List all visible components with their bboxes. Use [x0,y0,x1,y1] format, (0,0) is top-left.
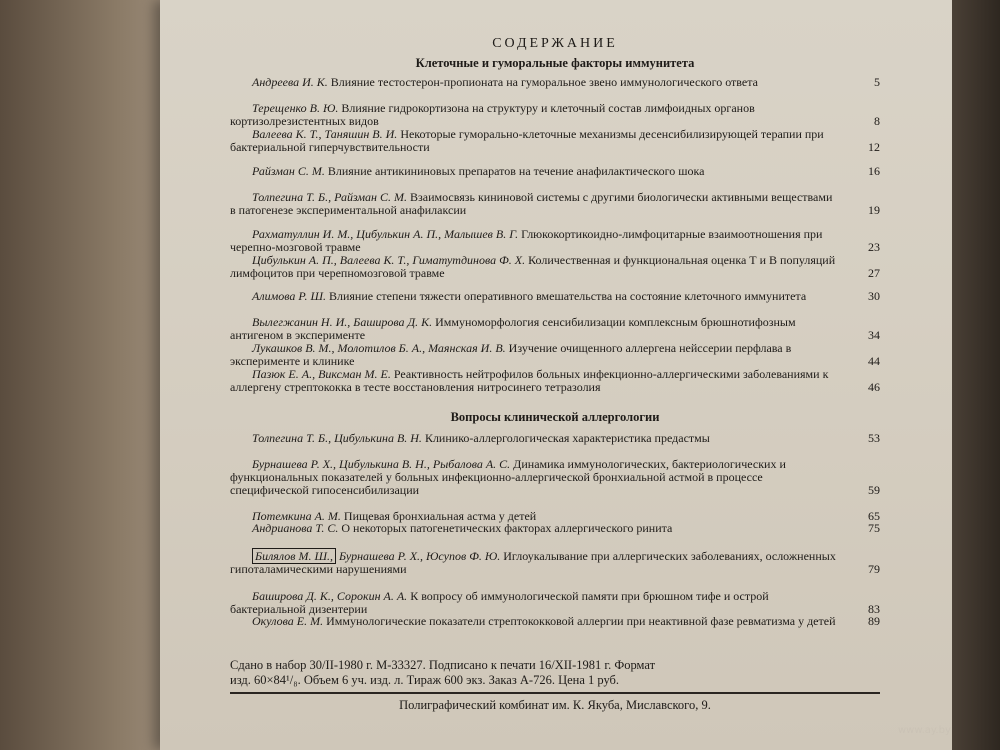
toc-entry: Пазюк Е. А., Виксман М. Е. Реактивность нейтрофилов больных инфекционно-аллергическими заболеваниями к аллергену стрептококка в тесте восстановления нитросинего тетразолия 46 [230,367,880,395]
page-number: 23 [868,240,880,255]
toc-entry: Андреева И. К. Влияние тестостерон-пропионата на гуморальное звено иммунологического ответа 5 [252,75,880,89]
page-number: 75 [868,521,880,535]
toc-entry: Окулова Е. М. Иммунологические показатели стрептококковой аллергии при неактивной фазе ревматизма у детей 89 [252,614,880,628]
toc-entry: Алимова Р. Ш. Влияние степени тяжести оперативного вмешательства на состояние клеточного иммунитета 30 [252,289,880,303]
imprint-line-1: Сдано в набор 30/II-1980 г. М-33327. Подписано к печати 16/XII-1981 г. Формат [230,658,656,672]
toc-entry: Андрианова Т. С. О некоторых патогенетических факторах аллергического ринита 75 [252,521,880,535]
imprint [230,658,880,688]
toc-entry: Цибулькин А. П., Валеева К. Т., Гиматутдинова Ф. Х. Количественная и функциональная оценка Т и В популяций лимфоцитов при черепномозговой травме 27 [230,253,880,281]
page-number: 19 [868,203,880,218]
toc-entry: Валеева К. Т., Таняшин В. И. Некоторые гуморально-клеточные механизмы десенсибилизирующей терапии при бактериальной гиперчувствительности 12 [230,127,880,155]
page-title: СОДЕРЖАНИЕ [492,36,618,51]
page-number: 59 [868,483,880,498]
toc-entry: Толпегина Т. Б., Райзман С. М. Взаимосвязь кининовой системы с другими биологически активными веществами в патогенезе экспериментальной анафилаксии 19 [230,190,880,218]
toc-entry: Баширова Д. К., Сорокин А. А. К вопросу об иммунологической памяти при брюшном тифе и острой бактериальной дизентерии 83 [230,589,880,617]
imprint-line-2: изд. 60×84¹/₈. Объем 6 уч. изд. л. Тираж 600 экз. Заказ А-726. Цена 1 руб. [230,673,620,687]
divider [230,692,880,694]
toc-entry: Вылегжанин Н. И., Баширова Д. К. Иммуноморфология сенсибилизации комплексным брюшнотифозным антигеном в эксперименте 34 [230,315,880,343]
highlighted-author: Билялов М. Ш., [252,548,336,564]
page-number: 53 [868,431,880,445]
toc-entry: Билялов М. Ш., Бурнашева Р. Х., Юсупов Ф. Ю. Иглоукалывание при аллергических заболеваниях, осложненных гипоталамическими нарушениями 79 [230,549,880,577]
page-number: 5 [874,75,880,89]
page-number: 83 [868,602,880,617]
toc-entry: Бурнашева Р. Х., Цибулькина В. Н., Рыбалова А. С. Динамика иммунологических, бактериологических и функциональных показателей у больных инфекционно-аллергической бронхиальной астмой в процессе специфической гипосенсибилизации 59 [230,457,880,498]
toc-entry: Толпегина Т. Б., Цибулькина В. Н. Клинико-аллергологическая характеристика предастмы 53 [252,431,880,445]
page-number: 79 [868,562,880,577]
book-page [160,0,952,750]
page-number: 89 [868,614,880,628]
printer-line: Полиграфический комбинат им. К. Якуба, Миславского, 9. [399,698,711,712]
page-number: 65 [868,509,880,523]
section-title-2: Вопросы клинической аллергологии [450,410,660,424]
section-title-1: Клеточные и гуморальные факторы иммунитета [415,56,695,70]
page-number: 30 [868,289,880,303]
page-number: 46 [868,380,880,395]
page-number: 8 [874,114,880,129]
page-number: 44 [868,354,880,369]
toc-entry: Терещенко В. Ю. Влияние гидрокортизона на структуру и клеточный состав лимфоидных органов кортизолрезистентных видов 8 [230,101,880,129]
page-number: 16 [868,164,880,178]
page-number: 27 [868,266,880,281]
toc-entry: Потемкина А. М. Пищевая бронхиальная астма у детей 65 [252,509,880,523]
right-edge-shadow [952,0,1000,750]
watermark: www.ay.by [898,725,951,736]
page-number: 12 [868,140,880,155]
toc-entry: Райзман С. М. Влияние антикининовых препаратов на течение анафилактического шока 16 [252,164,880,178]
toc-entry: Лукашков В. М., Молотилов Б. А., Маянская И. В. Изучение очищенного аллергена нейссерии перфлава в эксперименте и клинике 44 [230,341,880,369]
toc-entry: Рахматуллин И. М., Цибулькин А. П., Малышев В. Г. Глюкокортикоидно-лимфоцитарные взаимоотношения при черепно-мозговой травме 23 [230,227,880,255]
page-number: 34 [868,328,880,343]
